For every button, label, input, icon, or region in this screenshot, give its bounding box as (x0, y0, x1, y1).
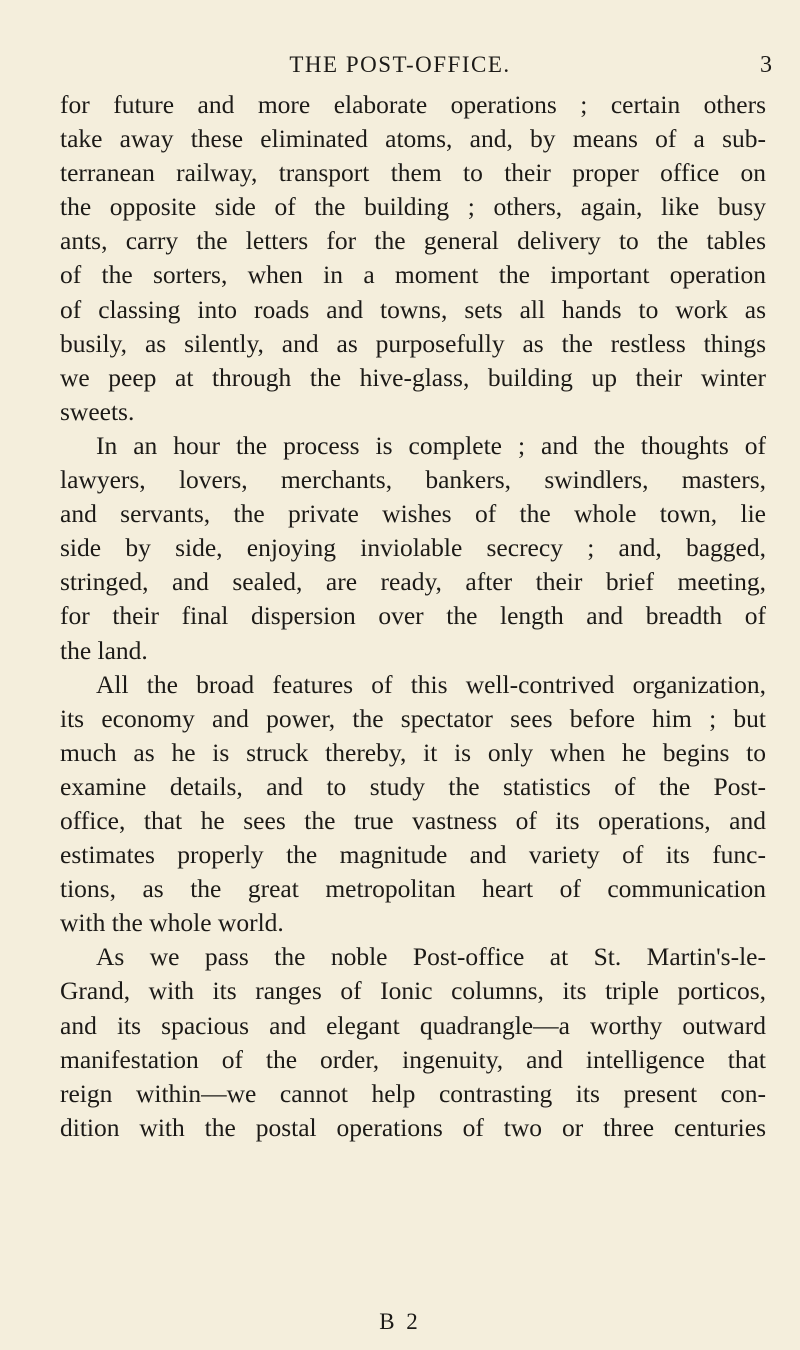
text-line: we peep at through the hive-glass, building up their winter (60, 362, 766, 392)
text-line: of classing into roads and towns, sets all hands to work as (60, 294, 766, 324)
text-line: take away these eliminated atoms, and, by means of a sub- (60, 124, 766, 154)
text-line: stringed, and sealed, are ready, after their brief meeting, (60, 567, 766, 597)
text-line: All the broad features of this well-contrived organization, (96, 669, 766, 699)
text-line: and its spacious and elegant quadrangle—a worthy outward (60, 1010, 766, 1040)
text-line: for future and more elaborate operations ; certain others (60, 90, 766, 119)
text-line: tions, as the great metropolitan heart of communication (60, 874, 766, 904)
text-line: As we pass the noble Post-office at St. Martin's-le- (96, 942, 766, 972)
text-line: In an hour the process is complete ; and the thoughts of (96, 430, 766, 460)
text-line: terranean railway, transport them to their proper office on (60, 158, 766, 188)
text-line: sweets. (60, 396, 135, 426)
text-line: much as he is struck thereby, it is only when he begins to (60, 737, 766, 767)
running-head (0, 52, 800, 82)
text-line: the opposite side of the building ; others, again, like busy (60, 192, 766, 222)
text-line: for their final dispersion over the length and breadth of (60, 601, 766, 631)
text-line: its economy and power, the spectator sees before him ; but (60, 703, 766, 733)
text-line: with the whole world. (60, 908, 284, 938)
running-title: THE POST-OFFICE. (289, 52, 511, 77)
text-line: Grand, with its ranges of Ionic columns, its triple porticos, (60, 976, 766, 1006)
text-line: manifestation of the order, ingenuity, and intelligence that (60, 1044, 766, 1074)
text-line: side by side, enjoying inviolable secrecy ; and, bagged, (60, 533, 766, 563)
signature-mark: B 2 (379, 1309, 421, 1334)
body-text (60, 88, 766, 1145)
text-line: ants, carry the letters for the general delivery to the tables (60, 226, 766, 256)
text-line: and servants, the private wishes of the whole town, lie (60, 499, 766, 529)
text-line: lawyers, lovers, merchants, bankers, swindlers, masters, (60, 465, 766, 495)
text-line: the land. (60, 635, 148, 665)
text-line: of the sorters, when in a moment the important operation (60, 260, 766, 290)
text-line: estimates properly the magnitude and variety of its func- (60, 840, 766, 870)
text-line: reign within—we cannot help contrasting its present con- (60, 1078, 766, 1108)
text-line: office, that he sees the true vastness of its operations, and (60, 805, 766, 835)
text-line: busily, as silently, and as purposefully as the restless things (60, 328, 766, 358)
text-line: examine details, and to study the statistics of the Post- (60, 771, 766, 801)
text-line: dition with the postal operations of two or three centuries (60, 1112, 766, 1142)
page-number: 3 (760, 52, 772, 78)
